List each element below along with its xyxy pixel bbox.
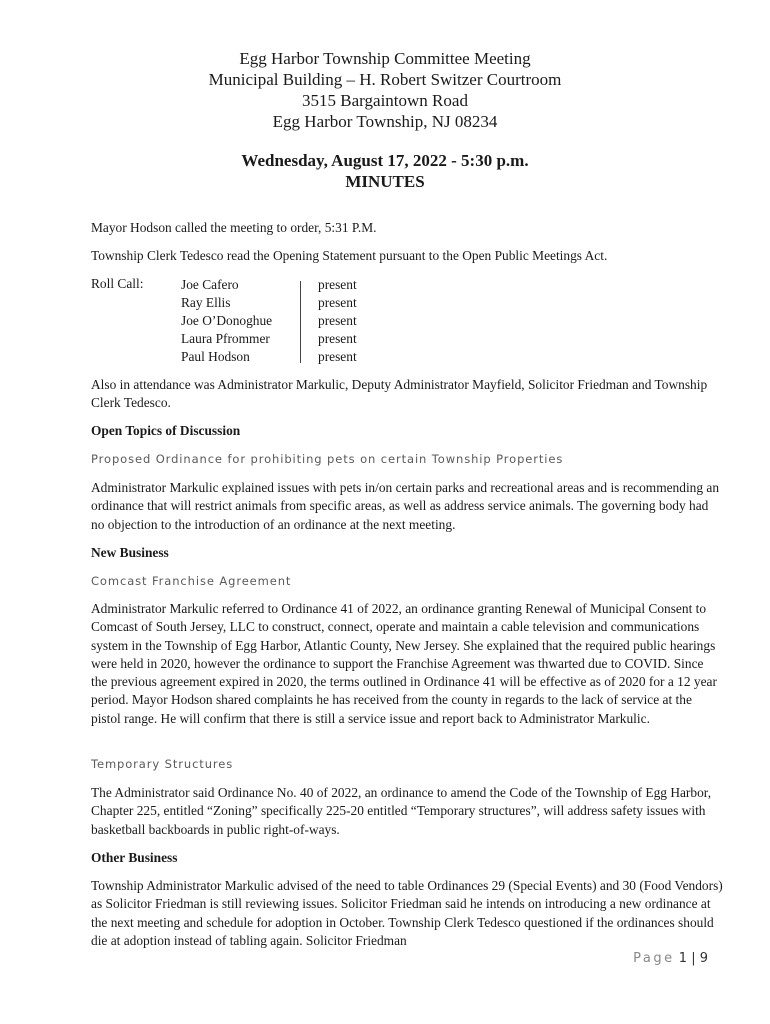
page-number: 1 [678,951,688,966]
doc-type: MINUTES [345,172,425,191]
roll-call-label: Roll Call: [91,276,144,291]
roll-call-status: present [318,313,357,328]
meeting-date: Wednesday, August 17, 2022 - 5:30 p.m. [241,151,529,170]
open-topics-heading: Open Topics of Discussion [91,423,241,438]
roll-call-name: Laura Pfrommer [181,331,270,346]
header-city: Egg Harbor Township, NJ 08234 [272,112,498,131]
roll-call-status: present [318,349,357,364]
roll-call-name: Ray Ellis [181,295,231,310]
roll-call-names [181,276,272,366]
roll-call-statuses [318,276,357,366]
roll-call-name: Joe Cafero [181,277,239,292]
page-separator: | [691,951,696,966]
header-title: Egg Harbor Township Committee Meeting [239,49,531,68]
header-street: 3515 Bargaintown Road [302,91,468,110]
call-to-order: Mayor Hodson called the meeting to order, 5:31 P.M. [91,220,377,235]
comcast-paragraph: Administrator Markulic referred to Ordinance 41 of 2022, an ordinance granting Renewal of Municipal Consent to Comcast of South Jersey, LLC to construct, connect, operate and maintain a cable television and communications system in the Township of Egg Harbor, Atlantic County, New Jersey. She explained that the required public hearings were held in 2020, however the ordinance to support the Franchise Agreement was thwarted due to COVID. Since the previous agreement expired in 2020, the terms outlined in Ordinance 41 will be effective as of 2020 for a 12 year period. Mayor Hodson shared complaints he has received from the county in regards to the lack of service at the pistol range. He will confirm that there is still a service issue and report back to Administrator Markulic. [91,601,717,726]
roll-call-status: present [318,295,357,310]
comcast-subheading: Comcast Franchise Agreement [91,574,292,588]
page-label: Page [633,951,675,966]
roll-call-divider [300,281,301,363]
pets-ordinance-paragraph: Administrator Markulic explained issues with pets in/on certain parks and recreational areas and is recommending an ordinance that will restrict animals from specific areas, as well as address service animals. The governing body had no objection to the introduction of an ordinance at the next meeting. [91,480,720,532]
roll-call-status: present [318,331,357,346]
temporary-structures-paragraph: The Administrator said Ordinance No. 40 of 2022, an ordinance to amend the Code of the Township of Egg Harbor, Chapter 225, entitled “Zoning” specifically 225-20 entitled “Temporary structures”, will address safety issues with basketball backboards in public right-of-ways. [91,785,712,837]
opening-statement: Township Clerk Tedesco read the Opening Statement pursuant to the Open Public Meetings Act. [91,248,608,263]
attendance-paragraph: Also in attendance was Administrator Markulic, Deputy Administrator Mayfield, Solicitor Friedman and Township Clerk Tedesco. [91,377,708,411]
new-business-heading: New Business [91,545,169,560]
page-total: 9 [699,951,708,966]
page-footer [633,951,708,966]
roll-call-name: Paul Hodson [181,349,250,364]
other-business-paragraph: Township Administrator Markulic advised of the need to table Ordinances 29 (Special Events) and 30 (Food Vendors) as Solicitor Friedman is still reviewing issues. Solicitor Friedman said he intends on introducing a new ordinance at the next meeting and schedule for adoption in October. Township Clerk Tedesco questioned if the ordinances should die at adoption instead of tabling again. Solicitor Friedman [91,878,723,948]
header-venue: Municipal Building – H. Robert Switzer Courtroom [208,70,562,89]
roll-call-status: present [318,277,357,292]
pets-ordinance-subheading: Proposed Ordinance for prohibiting pets on certain Township Properties [91,452,564,466]
roll-call-name: Joe O’Donoghue [181,313,273,328]
temporary-structures-subheading: Temporary Structures [91,757,234,771]
other-business-heading: Other Business [91,850,178,865]
